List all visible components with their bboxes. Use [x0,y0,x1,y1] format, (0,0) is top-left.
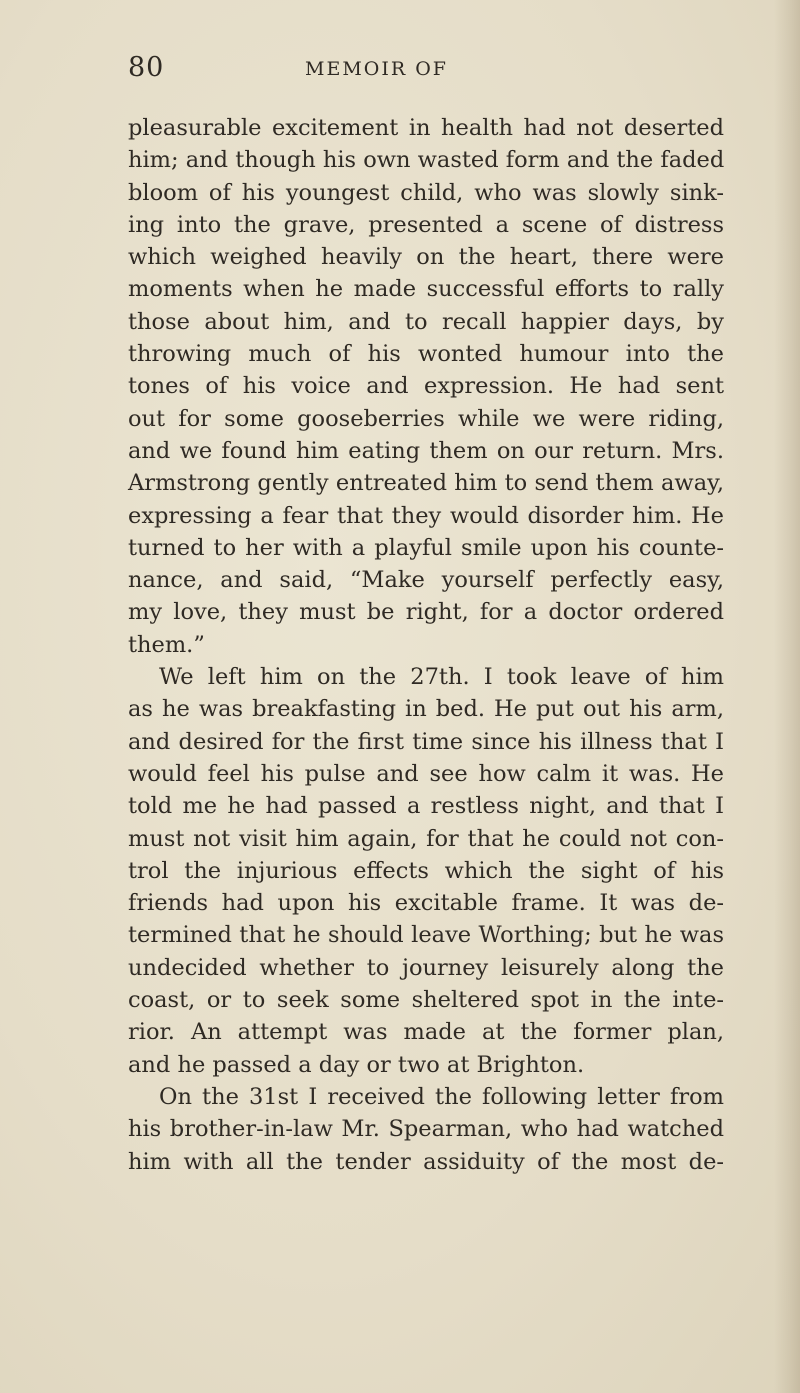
text-line: told me he had passed a restless night, and that I [128,793,724,820]
page-header [128,50,724,86]
text-line: ing into the grave, presented a scene of distress [128,211,724,238]
page-number: 80 [128,52,165,83]
page-edge-shadow [774,0,800,1393]
text-line: which weighed heavily on the heart, there were [128,244,724,271]
text-line: pleasurable excitement in health had not deserted [128,115,724,141]
text-line: nance, and said, “Make yourself perfectly easy, [128,567,724,594]
text-line: and desired for the first time since his illness that I [128,728,724,755]
text-line: friends had upon his excitable frame. It was de- [128,890,724,917]
text-line: and we found him eating them on our return. Mrs. [128,437,724,464]
text-line: as he was breakfasting in bed. He put out his arm, [128,696,724,723]
text-line: moments when he made successful efforts to rally [128,276,724,303]
text-line: undecided whether to journey leisurely along the [128,954,724,981]
text-line: must not visit him again, for that he could not con- [128,825,724,852]
text-line: coast, or to seek some sheltered spot in the inte- [128,987,724,1014]
text-line: We left him on the 27th. I took leave of him [159,664,724,691]
text-line: On the 31st I received the following letter from [159,1083,724,1110]
text-line: termined that he should leave Worthing; but he was [128,922,724,949]
text-line: expressing a fear that they would disorder him. He [128,502,724,529]
text-line: him; and though his own wasted form and the faded [128,147,725,174]
text-line: out for some gooseberries while we were riding, [128,405,724,432]
text-line: rior. An attempt was made at the former plan, [128,1019,724,1046]
text-line: my love, they must be right, for a doctor ordered [128,599,724,626]
text-line: Armstrong gently entreated him to send them away, [128,470,724,497]
text-line: those about him, and to recall happier days, by [128,308,724,335]
text-line: and he passed a day or two at Brighton. [128,1051,585,1078]
text-line: trol the injurious effects which the sight of his [128,857,724,884]
text-line: them.” [128,631,205,658]
text-line: his brother-in-law Mr. Spearman, who had watched [128,1116,724,1143]
text-line: would feel his pulse and see how calm it was. He [128,760,724,787]
text-line: throwing much of his wonted humour into the [128,341,724,368]
text-line: bloom of his youngest child, who was slowly sink- [128,179,724,206]
text-line: turned to her with a playful smile upon his counte- [128,534,724,561]
text-line: tones of his voice and expression. He had sent [128,373,724,400]
text-line: him with all the tender assiduity of the most de- [128,1148,724,1175]
running-head: MEMOIR OF [305,58,448,80]
body-text [128,112,724,1178]
